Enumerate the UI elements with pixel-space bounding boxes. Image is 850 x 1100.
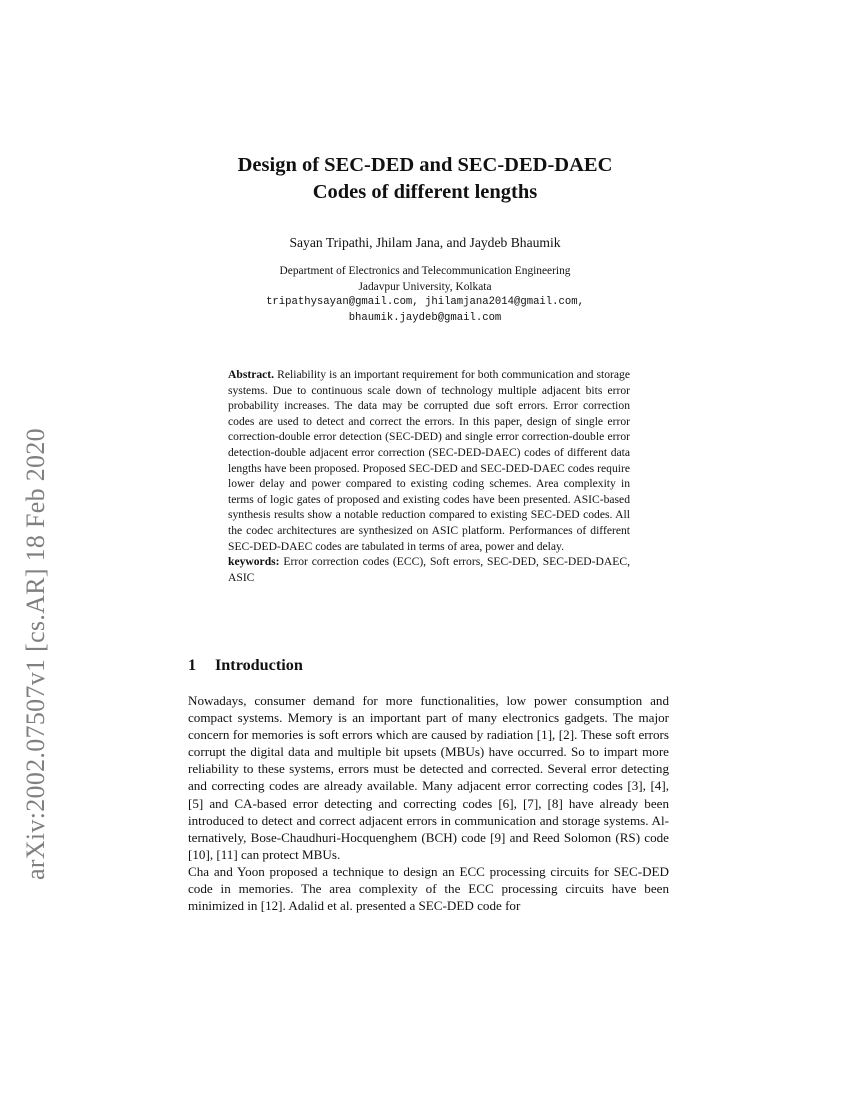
paper-title [170,152,680,206]
body-paragraph-1: Nowadays, consumer demand for more functionalities, low power consumption and compact systems. Memory is an important part of many electronics gadgets. The major concern for memories is soft errors which are caused by radiation [1], [2]. These soft errors corrupt the digital data and multiple bit upsets (MBUs) have occurred. So to impart more reliability to these systems, errors must be detected and corrected. Several error detecting and correcting codes are already available. Many adjacent error correcting codes [3], [4], [5] and CA-based error detecting and correcting codes [6], [7], [8] have already been introduced to detect and correct adjacent errors in communication and storage systems. Alternatively, Bose-Chaudhuri-Hocquenghem (BCH) code [9] and Reed Solomon (RS) code [10], [11] can protect MBUs. [188,693,669,862]
keywords-paragraph [228,554,630,585]
author-list: Sayan Tripathi, Jhilam Jana, and Jaydeb Bhaumik [289,235,561,250]
author-emails-line-1: tripathysayan@gmail.com, jhilamjana2014@gmail.com, [266,296,584,309]
abstract-label: Abstract. [228,368,275,381]
paper-title-line-2: Codes of different lengths [312,181,538,203]
section-heading-introduction [188,655,303,675]
section-title: Introduction [215,656,303,674]
body-paragraph-2: Cha and Yoon proposed a technique to design an ECC processing circuits for SEC-DED code in memories. The area complexity of the ECC processing circuits have been minimized in [12]. Adalid et al. presented a SEC-DED code for [188,863,669,914]
introduction-body [188,692,669,914]
arxiv-identifier-stamp: arXiv:2002.07507v1 [cs.AR] 18 Feb 2020 [21,428,50,880]
author-emails-line-2: bhaumik.jaydeb@gmail.com [348,311,502,324]
department-name: Department of Electronics and Telecommunication Engineering [279,265,571,277]
keywords-text: Error correction codes (ECC), Soft errors, SEC-DED, SEC-DED-DAEC, ASIC [228,555,630,584]
paper-title-line-1: Design of SEC-DED and SEC-DED-DAEC [237,154,613,176]
university-name: Jadavpur University, Kolkata [358,280,492,293]
abstract-text: Reliability is an important requirement for both communication and storage systems. Due to continuous scale down of technology multiple adjacent bits error probability increases. The data may be corrupted due soft errors. Error correction codes are used to detect and correct the errors. In this paper, design of single error correction-double error detection (SEC-DED) and single error correction-double error detection-double adjacent error correction (SEC-DED-DAEC) codes of different data lengths have been proposed. Proposed SEC-DED and SEC-DED-DAEC codes require lower delay and power compared to existing coding schemes. Area complexity in terms of logic gates of proposed and existing codes have been presented. ASIC-based synthesis results show a notable reduction compared to existing SEC-DED codes. All the codec architectures are synthesized on ASIC platform. Performances of different SEC-DED-DAEC codes are tabulated in terms of area, power and delay. [228,368,630,553]
abstract-block [228,367,630,585]
section-number: 1 [188,656,197,674]
abstract-paragraph [228,367,630,554]
keywords-label: keywords: [228,555,280,569]
affiliation-block [170,264,680,326]
